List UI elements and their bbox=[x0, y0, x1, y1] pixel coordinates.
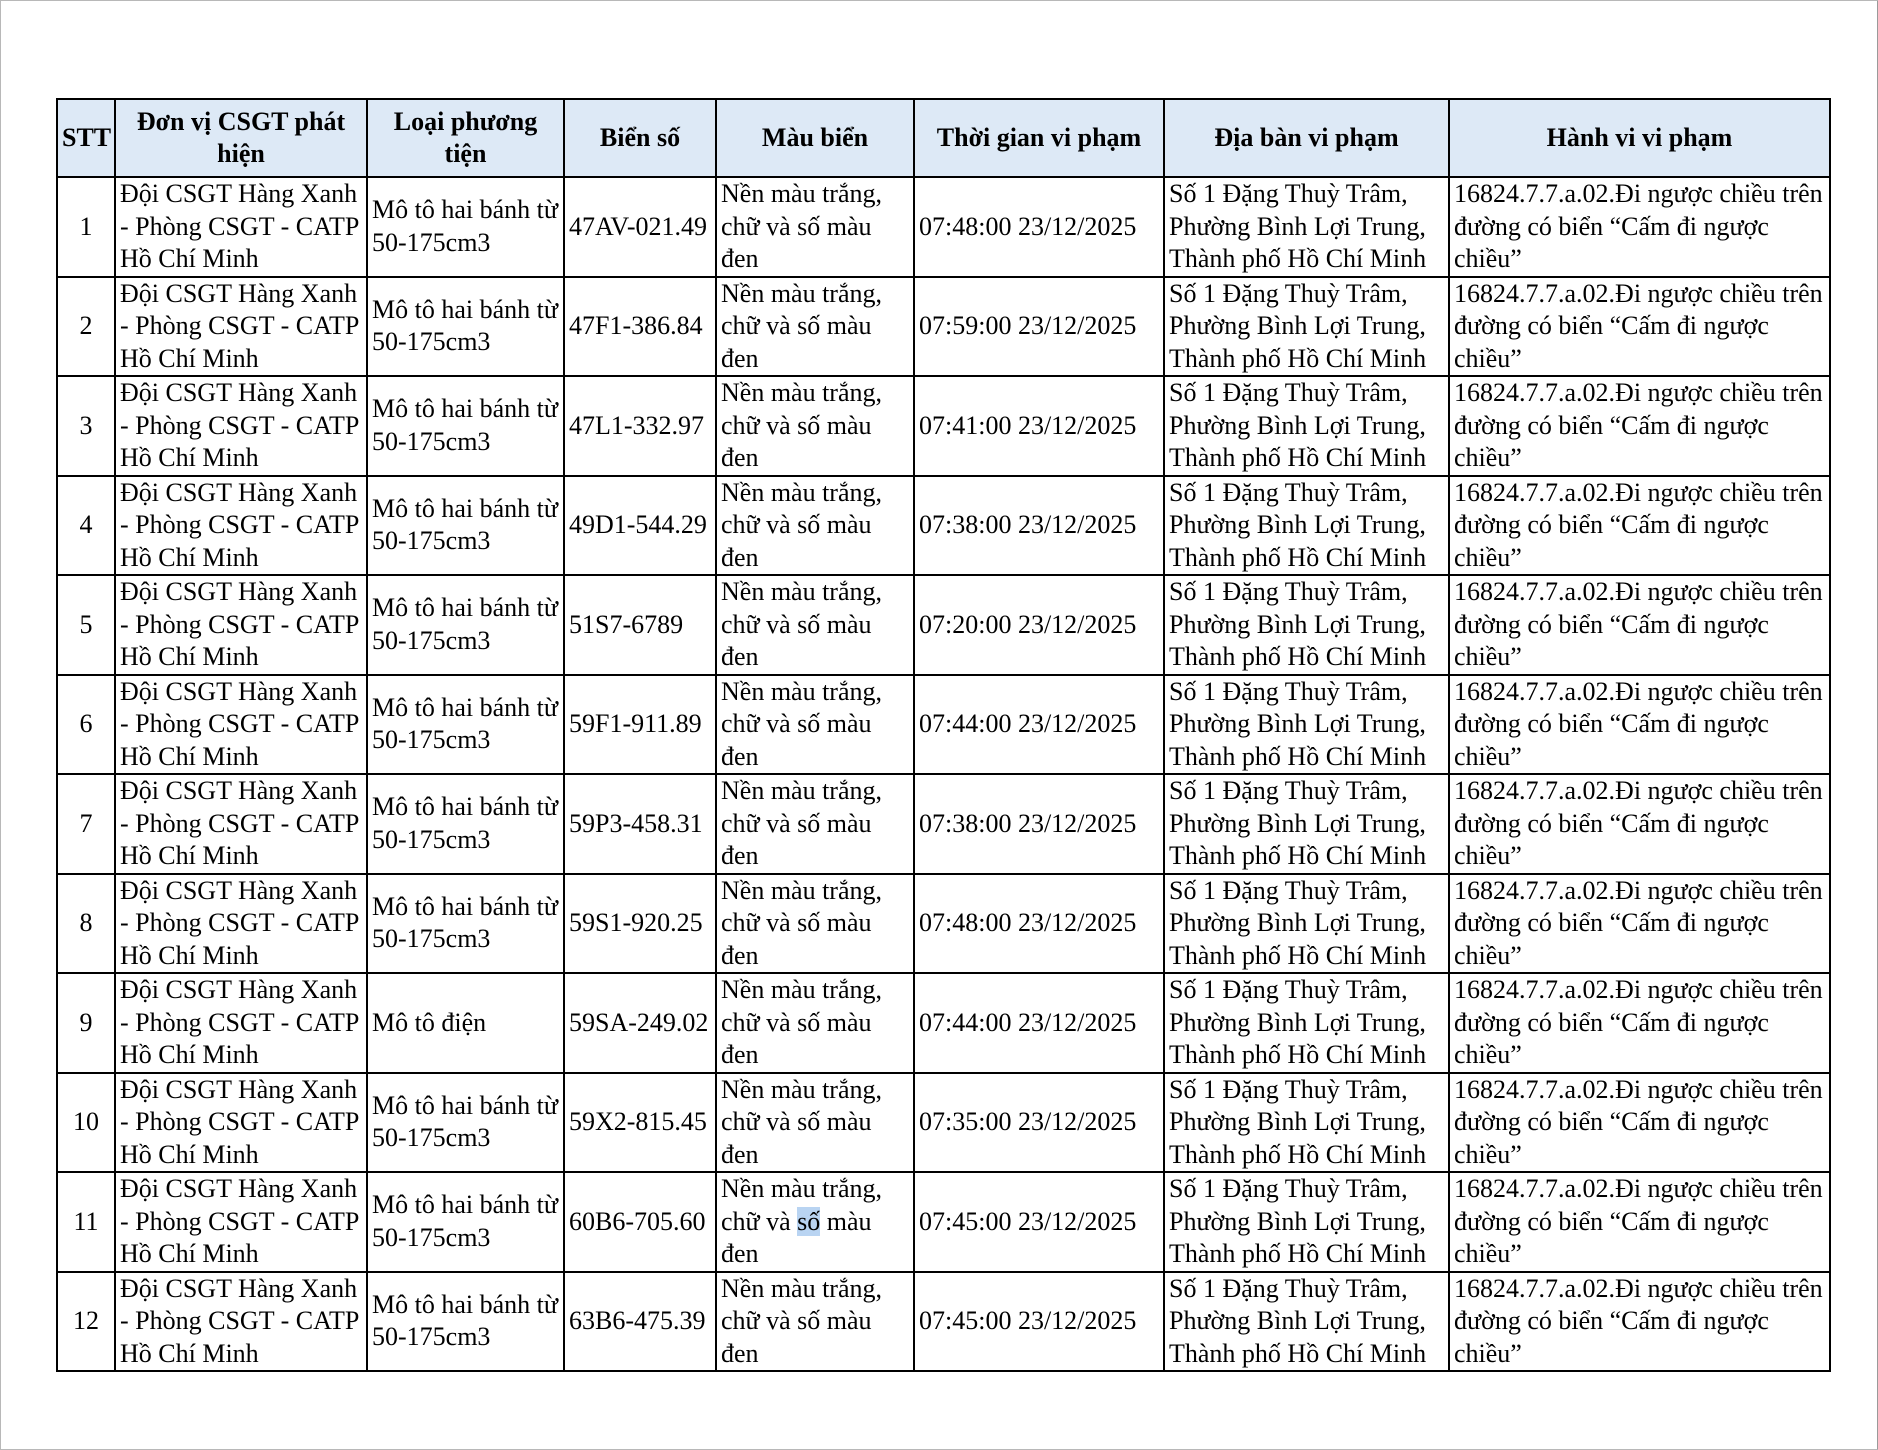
cell-unit: Đội CSGT Hàng Xanh - Phòng CSGT - CATP Hồ Chí Minh bbox=[115, 774, 367, 874]
table-row bbox=[57, 277, 1830, 377]
cell-plate-color: Nền màu trắng, chữ và số màu đen bbox=[716, 1272, 914, 1372]
cell-unit: Đội CSGT Hàng Xanh - Phòng CSGT - CATP Hồ Chí Minh bbox=[115, 376, 367, 476]
cell-unit: Đội CSGT Hàng Xanh - Phòng CSGT - CATP Hồ Chí Minh bbox=[115, 874, 367, 974]
cell-stt: 3 bbox=[57, 376, 115, 476]
cell-violation: 16824.7.7.a.02.Đi ngược chiều trên đường có biển “Cấm đi ngược chiều” bbox=[1449, 1073, 1830, 1173]
cell-plate-color: Nền màu trắng, chữ và số màu đen bbox=[716, 575, 914, 675]
cell-time: 07:48:00 23/12/2025 bbox=[914, 874, 1164, 974]
cell-unit: Đội CSGT Hàng Xanh - Phòng CSGT - CATP Hồ Chí Minh bbox=[115, 575, 367, 675]
table-row bbox=[57, 1272, 1830, 1372]
table-row bbox=[57, 1172, 1830, 1272]
cell-plate-color: Nền màu trắng, chữ và số màu đen bbox=[716, 376, 914, 476]
text-selection-highlight: số bbox=[797, 1206, 821, 1236]
cell-stt: 12 bbox=[57, 1272, 115, 1372]
table-row bbox=[57, 476, 1830, 576]
header-plate: Biển số bbox=[564, 99, 716, 177]
table-row bbox=[57, 575, 1830, 675]
cell-location: Số 1 Đặng Thuỳ Trâm, Phường Bình Lợi Trung, Thành phố Hồ Chí Minh bbox=[1164, 1172, 1449, 1272]
header-vehicle: Loại phương tiện bbox=[367, 99, 564, 177]
cell-time: 07:44:00 23/12/2025 bbox=[914, 675, 1164, 775]
cell-time: 07:41:00 23/12/2025 bbox=[914, 376, 1164, 476]
cell-plate-color: Nền màu trắng, chữ và số màu đen bbox=[716, 476, 914, 576]
cell-stt: 7 bbox=[57, 774, 115, 874]
header-time: Thời gian vi phạm bbox=[914, 99, 1164, 177]
table-row bbox=[57, 1073, 1830, 1173]
cell-location: Số 1 Đặng Thuỳ Trâm, Phường Bình Lợi Trung, Thành phố Hồ Chí Minh bbox=[1164, 575, 1449, 675]
cell-stt: 10 bbox=[57, 1073, 115, 1173]
cell-time: 07:44:00 23/12/2025 bbox=[914, 973, 1164, 1073]
cell-plate: 59S1-920.25 bbox=[564, 874, 716, 974]
cell-plate-color: Nền màu trắng, chữ và số màu đen bbox=[716, 973, 914, 1073]
table-row bbox=[57, 973, 1830, 1073]
cell-vehicle: Mô tô hai bánh từ 50-175cm3 bbox=[367, 1172, 564, 1272]
cell-violation: 16824.7.7.a.02.Đi ngược chiều trên đường có biển “Cấm đi ngược chiều” bbox=[1449, 973, 1830, 1073]
cell-stt: 8 bbox=[57, 874, 115, 974]
cell-vehicle: Mô tô hai bánh từ 50-175cm3 bbox=[367, 575, 564, 675]
violations-table bbox=[56, 98, 1831, 1372]
cell-plate: 59SA-249.02 bbox=[564, 973, 716, 1073]
cell-plate: 59P3-458.31 bbox=[564, 774, 716, 874]
cell-time: 07:35:00 23/12/2025 bbox=[914, 1073, 1164, 1173]
cell-plate-color: Nền màu trắng, chữ và số màu đen bbox=[716, 1172, 914, 1272]
cell-location: Số 1 Đặng Thuỳ Trâm, Phường Bình Lợi Trung, Thành phố Hồ Chí Minh bbox=[1164, 774, 1449, 874]
cell-vehicle: Mô tô hai bánh từ 50-175cm3 bbox=[367, 177, 564, 277]
cell-unit: Đội CSGT Hàng Xanh - Phòng CSGT - CATP Hồ Chí Minh bbox=[115, 177, 367, 277]
cell-plate: 59F1-911.89 bbox=[564, 675, 716, 775]
cell-plate: 47F1-386.84 bbox=[564, 277, 716, 377]
cell-time: 07:20:00 23/12/2025 bbox=[914, 575, 1164, 675]
cell-location: Số 1 Đặng Thuỳ Trâm, Phường Bình Lợi Trung, Thành phố Hồ Chí Minh bbox=[1164, 874, 1449, 974]
cell-location: Số 1 Đặng Thuỳ Trâm, Phường Bình Lợi Trung, Thành phố Hồ Chí Minh bbox=[1164, 277, 1449, 377]
cell-time: 07:59:00 23/12/2025 bbox=[914, 277, 1164, 377]
table-row bbox=[57, 376, 1830, 476]
header-plate-color: Màu biển bbox=[716, 99, 914, 177]
cell-violation: 16824.7.7.a.02.Đi ngược chiều trên đường có biển “Cấm đi ngược chiều” bbox=[1449, 575, 1830, 675]
cell-stt: 5 bbox=[57, 575, 115, 675]
table-row bbox=[57, 177, 1830, 277]
cell-plate: 59X2-815.45 bbox=[564, 1073, 716, 1173]
cell-vehicle: Mô tô hai bánh từ 50-175cm3 bbox=[367, 476, 564, 576]
cell-stt: 4 bbox=[57, 476, 115, 576]
cell-time: 07:45:00 23/12/2025 bbox=[914, 1172, 1164, 1272]
cell-plate-color: Nền màu trắng, chữ và số màu đen bbox=[716, 675, 914, 775]
cell-plate: 63B6-475.39 bbox=[564, 1272, 716, 1372]
cell-unit: Đội CSGT Hàng Xanh - Phòng CSGT - CATP Hồ Chí Minh bbox=[115, 1272, 367, 1372]
cell-location: Số 1 Đặng Thuỳ Trâm, Phường Bình Lợi Trung, Thành phố Hồ Chí Minh bbox=[1164, 973, 1449, 1073]
cell-plate-color: Nền màu trắng, chữ và số màu đen bbox=[716, 874, 914, 974]
cell-plate-color: Nền màu trắng, chữ và số màu đen bbox=[716, 277, 914, 377]
cell-plate-color: Nền màu trắng, chữ và số màu đen bbox=[716, 1073, 914, 1173]
cell-location: Số 1 Đặng Thuỳ Trâm, Phường Bình Lợi Trung, Thành phố Hồ Chí Minh bbox=[1164, 376, 1449, 476]
cell-vehicle: Mô tô điện bbox=[367, 973, 564, 1073]
cell-plate: 51S7-6789 bbox=[564, 575, 716, 675]
cell-plate: 47AV-021.49 bbox=[564, 177, 716, 277]
cell-plate: 47L1-332.97 bbox=[564, 376, 716, 476]
cell-time: 07:38:00 23/12/2025 bbox=[914, 774, 1164, 874]
cell-vehicle: Mô tô hai bánh từ 50-175cm3 bbox=[367, 1073, 564, 1173]
cell-vehicle: Mô tô hai bánh từ 50-175cm3 bbox=[367, 376, 564, 476]
cell-unit: Đội CSGT Hàng Xanh - Phòng CSGT - CATP Hồ Chí Minh bbox=[115, 277, 367, 377]
cell-unit: Đội CSGT Hàng Xanh - Phòng CSGT - CATP Hồ Chí Minh bbox=[115, 1073, 367, 1173]
cell-violation: 16824.7.7.a.02.Đi ngược chiều trên đường có biển “Cấm đi ngược chiều” bbox=[1449, 277, 1830, 377]
cell-violation: 16824.7.7.a.02.Đi ngược chiều trên đường có biển “Cấm đi ngược chiều” bbox=[1449, 1272, 1830, 1372]
header-stt: STT bbox=[57, 99, 115, 177]
header-location: Địa bàn vi phạm bbox=[1164, 99, 1449, 177]
cell-vehicle: Mô tô hai bánh từ 50-175cm3 bbox=[367, 277, 564, 377]
cell-stt: 1 bbox=[57, 177, 115, 277]
cell-violation: 16824.7.7.a.02.Đi ngược chiều trên đường có biển “Cấm đi ngược chiều” bbox=[1449, 675, 1830, 775]
cell-stt: 6 bbox=[57, 675, 115, 775]
cell-plate-color: Nền màu trắng, chữ và số màu đen bbox=[716, 774, 914, 874]
cell-unit: Đội CSGT Hàng Xanh - Phòng CSGT - CATP Hồ Chí Minh bbox=[115, 973, 367, 1073]
cell-location: Số 1 Đặng Thuỳ Trâm, Phường Bình Lợi Trung, Thành phố Hồ Chí Minh bbox=[1164, 1272, 1449, 1372]
cell-stt: 9 bbox=[57, 973, 115, 1073]
cell-violation: 16824.7.7.a.02.Đi ngược chiều trên đường có biển “Cấm đi ngược chiều” bbox=[1449, 874, 1830, 974]
cell-unit: Đội CSGT Hàng Xanh - Phòng CSGT - CATP Hồ Chí Minh bbox=[115, 675, 367, 775]
cell-vehicle: Mô tô hai bánh từ 50-175cm3 bbox=[367, 774, 564, 874]
cell-vehicle: Mô tô hai bánh từ 50-175cm3 bbox=[367, 675, 564, 775]
cell-location: Số 1 Đặng Thuỳ Trâm, Phường Bình Lợi Trung, Thành phố Hồ Chí Minh bbox=[1164, 177, 1449, 277]
table-row bbox=[57, 675, 1830, 775]
cell-violation: 16824.7.7.a.02.Đi ngược chiều trên đường có biển “Cấm đi ngược chiều” bbox=[1449, 177, 1830, 277]
table-row bbox=[57, 774, 1830, 874]
cell-violation: 16824.7.7.a.02.Đi ngược chiều trên đường có biển “Cấm đi ngược chiều” bbox=[1449, 1172, 1830, 1272]
cell-violation: 16824.7.7.a.02.Đi ngược chiều trên đường có biển “Cấm đi ngược chiều” bbox=[1449, 376, 1830, 476]
header-violation: Hành vi vi phạm bbox=[1449, 99, 1830, 177]
cell-location: Số 1 Đặng Thuỳ Trâm, Phường Bình Lợi Trung, Thành phố Hồ Chí Minh bbox=[1164, 476, 1449, 576]
cell-vehicle: Mô tô hai bánh từ 50-175cm3 bbox=[367, 874, 564, 974]
cell-violation: 16824.7.7.a.02.Đi ngược chiều trên đường có biển “Cấm đi ngược chiều” bbox=[1449, 774, 1830, 874]
cell-location: Số 1 Đặng Thuỳ Trâm, Phường Bình Lợi Trung, Thành phố Hồ Chí Minh bbox=[1164, 1073, 1449, 1173]
cell-time: 07:38:00 23/12/2025 bbox=[914, 476, 1164, 576]
cell-location: Số 1 Đặng Thuỳ Trâm, Phường Bình Lợi Trung, Thành phố Hồ Chí Minh bbox=[1164, 675, 1449, 775]
cell-plate: 60B6-705.60 bbox=[564, 1172, 716, 1272]
cell-time: 07:45:00 23/12/2025 bbox=[914, 1272, 1164, 1372]
cell-unit: Đội CSGT Hàng Xanh - Phòng CSGT - CATP Hồ Chí Minh bbox=[115, 1172, 367, 1272]
cell-plate-color: Nền màu trắng, chữ và số màu đen bbox=[716, 177, 914, 277]
table-row bbox=[57, 874, 1830, 974]
header-unit: Đơn vị CSGT phát hiện bbox=[115, 99, 367, 177]
cell-time: 07:48:00 23/12/2025 bbox=[914, 177, 1164, 277]
cell-vehicle: Mô tô hai bánh từ 50-175cm3 bbox=[367, 1272, 564, 1372]
header-row bbox=[57, 99, 1830, 177]
cell-violation: 16824.7.7.a.02.Đi ngược chiều trên đường có biển “Cấm đi ngược chiều” bbox=[1449, 476, 1830, 576]
cell-stt: 2 bbox=[57, 277, 115, 377]
cell-unit: Đội CSGT Hàng Xanh - Phòng CSGT - CATP Hồ Chí Minh bbox=[115, 476, 367, 576]
cell-stt: 11 bbox=[57, 1172, 115, 1272]
cell-plate: 49D1-544.29 bbox=[564, 476, 716, 576]
